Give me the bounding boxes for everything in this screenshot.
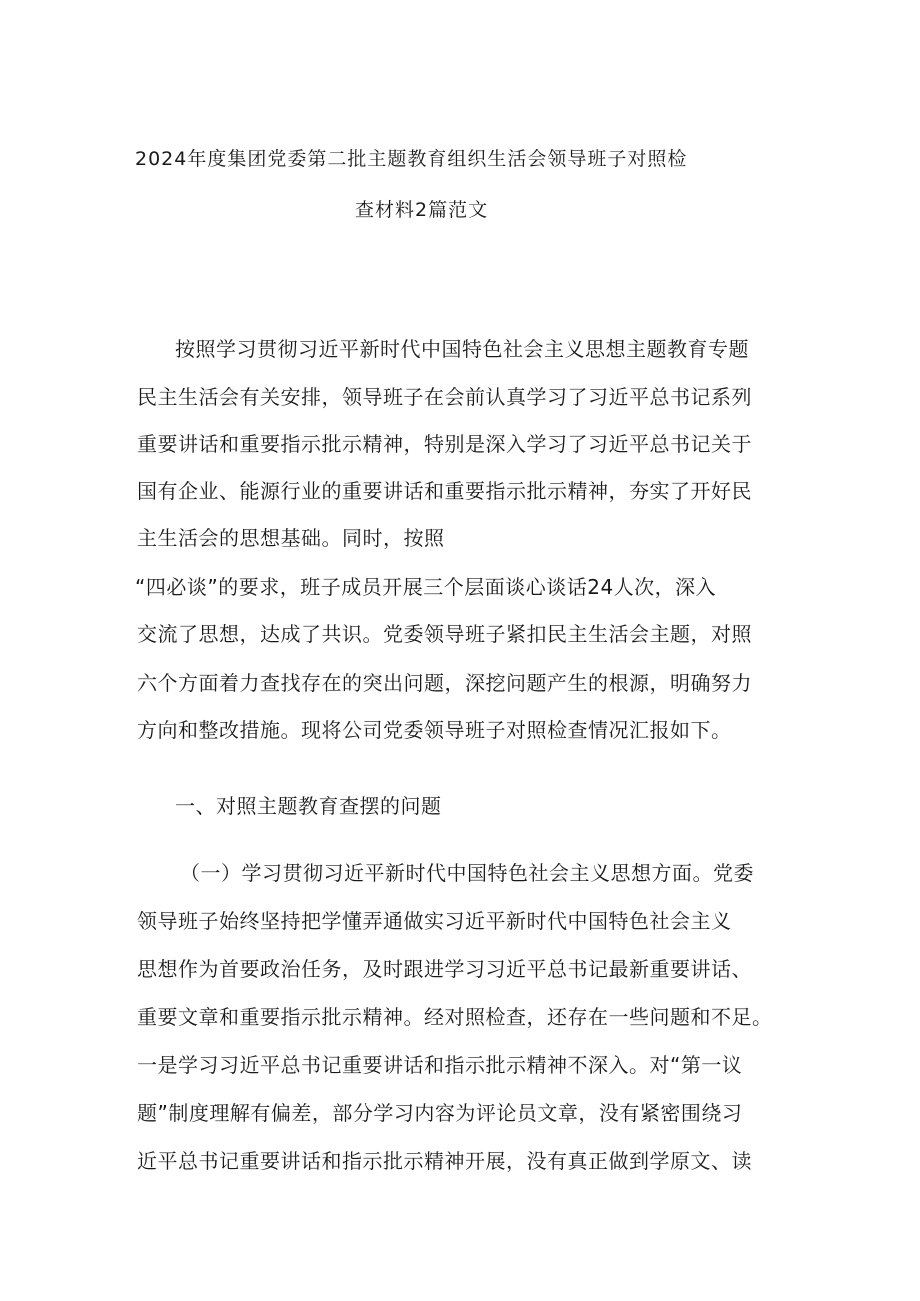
subsection-paragraph-line: 重要文章和重要指示批示精神。经对照检查，还存在一些问题和不足。 — [137, 1005, 773, 1029]
document-title-line-2: 查材料2篇范文 — [355, 199, 489, 221]
subsection-paragraph-line: 一是学习习近平总书记重要讲话和指示批示精神不深入。对“第一议 — [137, 1053, 743, 1077]
intro-paragraph-line: 国有企业、能源行业的重要讲话和重要指示批示精神，夯实了开好民 — [137, 479, 752, 503]
subsection-paragraph-line: 领导班子始终坚持把学懂弄通做实习近平新时代中国特色社会主义 — [137, 909, 732, 933]
intro-paragraph-line: 交流了思想，达成了共识。党委领导班子紧扣民主生活会主题，对照 — [137, 622, 752, 646]
intro-paragraph-line: 主生活会的思想基础。同时，按照 — [137, 526, 445, 550]
intro-paragraph-line: “四必谈”的要求，班子成员开展三个层面谈心谈话24人次，深入 — [135, 575, 717, 599]
intro-paragraph-line: 重要讲话和重要指示批示精神，特别是深入学习了习近平总书记关于 — [137, 432, 752, 456]
document-title-line-1: 2024年度集团党委第二批主题教育组织生活会领导班子对照检 — [135, 148, 688, 170]
intro-paragraph-line: 民主生活会有关安排，领导班子在会前认真学习了习近平总书记系列 — [137, 385, 752, 409]
subsection-paragraph-line: 思想作为首要政治任务，及时跟进学习习近平总书记最新重要讲话、 — [137, 957, 752, 981]
section-heading: 一、对照主题教育查摆的问题 — [175, 794, 442, 818]
subsection-paragraph-line: 近平总书记重要讲话和指示批示精神开展，没有真正做到学原文、读 — [137, 1149, 752, 1173]
intro-paragraph-line: 方向和整改措施。现将公司党委领导班子对照检查情况汇报如下。 — [137, 718, 732, 742]
intro-paragraph-line: 按照学习贯彻习近平新时代中国特色社会主义思想主题教育专题 — [175, 337, 749, 361]
intro-paragraph-line: 六个方面着力查找存在的突出问题，深挖问题产生的根源，明确努力 — [137, 671, 752, 695]
subsection-paragraph-line: （一）学习贯彻习近平新时代中国特色社会主义思想方面。党委 — [180, 861, 754, 885]
subsection-paragraph-line: 题”制度理解有偏差，部分学习内容为评论员文章，没有紧密围绕习 — [137, 1101, 743, 1125]
